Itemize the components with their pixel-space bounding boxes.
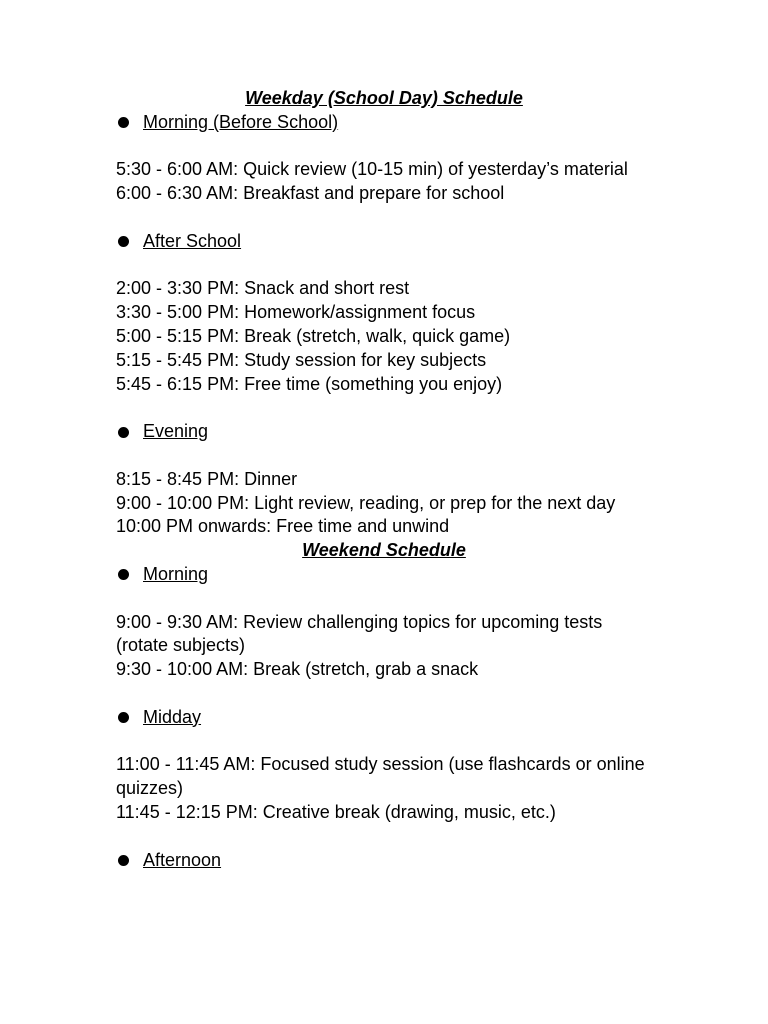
bullet-dot-icon [118, 569, 129, 580]
schedule-line: 2:00 - 3:30 PM: Snack and short rest [116, 278, 410, 299]
blank-line [116, 206, 652, 230]
schedule-line: 11:45 - 12:15 PM: Creative break (drawing, music, etc.) [116, 801, 556, 822]
document-page [116, 87, 652, 872]
bullet-dot-icon [118, 117, 129, 128]
weekend-midday-bullet [116, 706, 652, 730]
blank-line [116, 396, 652, 420]
blank-line [116, 135, 652, 159]
schedule-line: 11:00 - 11:45 AM: Focused study session (use flashcards or online quizzes) [116, 754, 645, 799]
section-heading: After School [143, 230, 242, 251]
schedule-line: 8:15 - 8:45 PM: Dinner [116, 468, 298, 489]
blank-line [116, 825, 652, 849]
weekday-title: Weekday (School Day) Schedule [245, 88, 523, 108]
schedule-line: 3:30 - 5:00 PM: Homework/assignment focus [116, 302, 476, 323]
bullet-dot-icon [118, 712, 129, 723]
schedule-line: 5:00 - 5:15 PM: Break (stretch, walk, quick game) [116, 325, 511, 346]
schedule-line: 9:00 - 9:30 AM: Review challenging topics for upcoming tests (rotate subjects) [116, 611, 603, 656]
section-heading: Evening [143, 421, 209, 442]
blank-line [116, 444, 652, 468]
schedule-line: 5:30 - 6:00 AM: Quick review (10-15 min) of yesterday’s material [116, 159, 628, 180]
weekday-after-school-bullet [116, 230, 652, 254]
blank-line [116, 730, 652, 754]
blank-line [116, 254, 652, 278]
schedule-line: 10:00 PM onwards: Free time and unwind [116, 516, 450, 537]
weekday-evening-bullet [116, 420, 652, 444]
bullet-dot-icon [118, 427, 129, 438]
schedule-line: 9:30 - 10:00 AM: Break (stretch, grab a snack [116, 659, 479, 680]
schedule-line: 6:00 - 6:30 AM: Breakfast and prepare for school [116, 183, 505, 204]
weekend-afternoon-bullet [116, 849, 652, 873]
schedule-line: 9:00 - 10:00 PM: Light review, reading, or prep for the next day [116, 492, 616, 513]
schedule-line: 5:45 - 6:15 PM: Free time (something you enjoy) [116, 373, 503, 394]
weekday-morning-bullet [116, 111, 652, 135]
weekend-morning-bullet [116, 563, 652, 587]
blank-line [116, 682, 652, 706]
section-heading: Afternoon [143, 849, 222, 870]
section-heading: Morning [143, 563, 209, 584]
blank-line [116, 587, 652, 611]
bullet-dot-icon [118, 236, 129, 247]
section-heading: Midday [143, 706, 202, 727]
bullet-dot-icon [118, 855, 129, 866]
schedule-line: 5:15 - 5:45 PM: Study session for key subjects [116, 349, 487, 370]
section-heading: Morning (Before School) [143, 111, 339, 132]
weekend-title: Weekend Schedule [302, 540, 466, 561]
